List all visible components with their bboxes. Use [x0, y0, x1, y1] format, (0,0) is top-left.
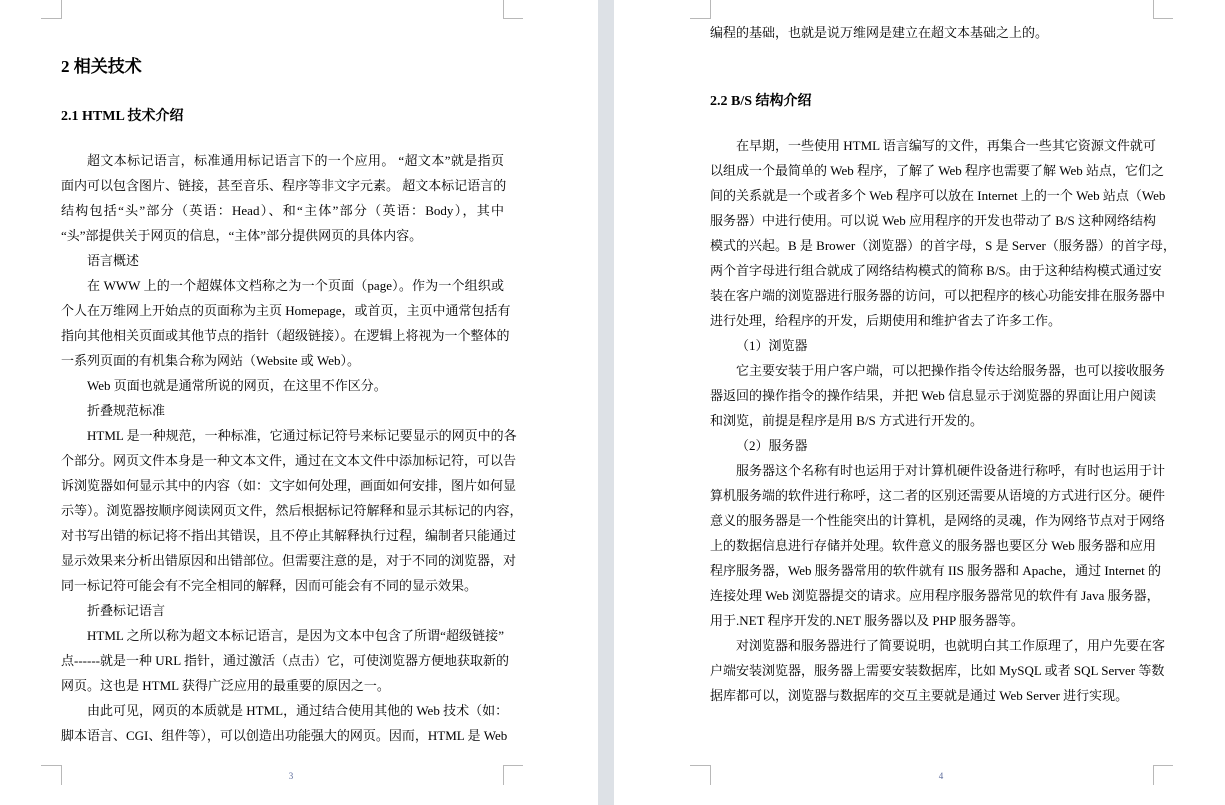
document-page-4[interactable] — [614, 0, 1225, 805]
paragraph — [710, 333, 1153, 358]
text-line: 户端安装浏览器，服务器上需要安装数据库，比如 MySQL 或者 SQL Server 等数 — [710, 663, 1165, 678]
text-line: HTML 是一种规范，一种标准，它通过标记符号来标记要显示的网页中的各 — [87, 428, 517, 443]
corner-mark — [503, 765, 523, 766]
document-page-3[interactable] — [0, 0, 598, 805]
chapter-heading: 2 相关技术 — [61, 57, 142, 76]
paragraph — [61, 598, 504, 623]
corner-mark — [41, 765, 61, 766]
corner-mark — [41, 18, 61, 19]
corner-mark — [61, 765, 62, 785]
corner-mark — [710, 765, 711, 785]
corner-mark — [503, 0, 504, 19]
section-heading: 2.2 B/S 结构介绍 — [710, 94, 812, 109]
text-line: 对书写出错的标记将不指出其错误，且不停止其解释执行过程，编制者只能通过 — [61, 528, 517, 543]
text-line: 显示效果来分析出错原因和出错部位。但需要注意的是，对于不同的浏览器，对 — [61, 553, 517, 568]
text-line: 在早期，一些使用 HTML 语言编写的文件，再集合一些其它资源文件就可 — [736, 138, 1156, 153]
corner-mark — [1153, 765, 1154, 785]
text-line: （2）服务器 — [736, 438, 808, 453]
corner-mark — [503, 18, 523, 19]
text-line: 间的关系就是一个或者多个 Web 程序可以放在 Internet 上的一个 Web 站点（Web — [710, 188, 1166, 203]
text-line: 对浏览器和服务器进行了简要说明，也就明白其工作原理了，用户先要在客 — [736, 638, 1166, 653]
corner-mark — [710, 0, 711, 19]
text-line: 据库都可以，浏览器与数据库的交互主要就是通过 Web Server 进行实现。 — [710, 688, 1129, 703]
text-line: 点------就是一种 URL 指针，通过激活（点击）它，可使浏览器方便地获取新的 — [61, 653, 509, 668]
text-line: 折叠规范标准 — [87, 403, 166, 418]
corner-mark — [690, 765, 710, 766]
paragraph — [710, 433, 1153, 458]
text-line: 意义的服务器是一个性能突出的计算机，是网络的灵魂，作为网络节点对于网络 — [710, 513, 1166, 528]
paragraph — [61, 273, 511, 373]
text-line: （1）浏览器 — [736, 338, 808, 353]
text-line: 同一标记符可能会有不完全相同的解释，因而可能会有不同的显示效果。 — [61, 578, 478, 593]
paragraph — [710, 358, 1166, 433]
paragraph — [710, 633, 1166, 708]
text-line: 服务器）中进行使用。可以说 Web 应用程序的开发也带动了 B/S 这种网络结构 — [710, 213, 1157, 228]
text-line: 装在客户端的浏览器进行服务器的访问，可以把程序的核心功能安排在服务器中 — [710, 288, 1166, 303]
text-line: 程序服务器，Web 服务器常用的软件就有 IIS 服务器和 Apache，通过 Internet 的 — [710, 563, 1162, 578]
paragraph — [710, 133, 1176, 333]
text-line: 个部分。网页文件本身是一种文本文件，通过在文本文件中添加标记符，可以告 — [61, 453, 517, 468]
page-gap — [598, 0, 614, 805]
text-line: HTML 之所以称为超文本标记语言，是因为文本中包含了所谓“超级链接” — [87, 628, 504, 643]
text-line: “头”部提供关于网页的信息，“主体”部分提供网页的具体内容。 — [61, 228, 423, 243]
text-line: 连接处理 Web 浏览器提交的请求。应用程序服务器常见的软件有 Java 服务器， — [710, 588, 1160, 603]
text-line: 编程的基础，也就是说万维网是建立在超文本基础之上的。 — [710, 25, 1049, 40]
text-line: 以组成一个最简单的 Web 程序，了解了 Web 程序也需要了解 Web 站点，它们之 — [710, 163, 1164, 178]
paragraph — [61, 398, 504, 423]
corner-mark — [503, 765, 504, 785]
paragraph — [710, 458, 1166, 633]
corner-mark — [1153, 18, 1173, 19]
text-line: 诉浏览器如何显示其中的内容（如：文字如何处理，画面如何安排，图片如何显 — [61, 478, 517, 493]
section-heading: 2.1 HTML 技术介绍 — [61, 109, 184, 124]
paragraph — [710, 20, 1153, 45]
corner-mark — [690, 18, 710, 19]
text-line: 由此可见，网页的本质就是 HTML，通过结合使用其他的 Web 技术（如： — [87, 703, 509, 718]
page-number: 4 — [938, 771, 944, 781]
text-line: 个人在万维网上开始点的页面称为主页 Homepage，或首页，主页中通常包括有 — [61, 303, 511, 318]
text-line: 结构包括“头”部分（英语：Head）、和“主体”部分（英语：Body），其中 — [61, 203, 504, 218]
text-line: 服务器这个名称有时也运用于对计算机硬件设备进行称呼，有时也运用于计 — [736, 463, 1166, 478]
text-line: 模式的兴起。B 是 Brower（浏览器）的首字母，S 是 Server（服务器）的首字母， — [710, 238, 1176, 253]
text-line: 用于.NET 程序开发的.NET 服务器以及 PHP 服务器等。 — [710, 613, 1024, 628]
text-line: 器返回的操作指令的操作结果，并把 Web 信息显示于浏览器的界面让用户阅读 — [710, 388, 1156, 403]
text-line: 网页。这也是 HTML 获得广泛应用的最重要的原因之一。 — [61, 678, 390, 693]
paragraph — [61, 248, 504, 273]
text-line: 超文本标记语言，标准通用标记语言下的一个应用。 “超文本”就是指页 — [87, 153, 504, 168]
text-line: 两个首字母进行组合就成了网络结构模式的简称 B/S。由于这种结构模式通过安 — [710, 263, 1162, 278]
corner-mark — [1153, 765, 1173, 766]
page-number: 3 — [288, 771, 294, 781]
text-line: 和浏览，前提是程序是用 B/S 方式进行开发的。 — [710, 413, 984, 428]
corner-mark — [1153, 0, 1154, 19]
paragraph — [61, 373, 504, 398]
text-line: 进行处理，给程序的开发，后期使用和维护省去了许多工作。 — [710, 313, 1062, 328]
paragraph — [61, 423, 523, 598]
text-line: 在 WWW 上的一个超媒体文档称之为一个页面（page）。作为一个组织或 — [87, 278, 504, 293]
text-line: 脚本语言、CGI、组件等），可以创造出功能强大的网页。因而，HTML 是 Web — [61, 728, 508, 743]
text-line: 指向其他相关页面或其他节点的指针（超级链接）。在逻辑上将视为一个整体的 — [61, 328, 510, 343]
text-line: 一系列页面的有机集合称为网站（Website 或 Web）。 — [61, 353, 361, 368]
text-line: 面内可以包含图片、链接，甚至音乐、程序等非文字元素。 超文本标记语言的 — [61, 178, 507, 193]
text-line: 上的数据信息进行存储并处理。软件意义的服务器也要区分 Web 服务器和应用 — [710, 538, 1156, 553]
page-body — [710, 20, 1176, 708]
page-body — [61, 52, 523, 748]
corner-mark — [61, 0, 62, 19]
paragraph — [61, 623, 509, 698]
text-line: 语言概述 — [87, 253, 140, 268]
text-line: 它主要安装于用户客户端，可以把操作指令传达给服务器，也可以接收服务 — [736, 363, 1166, 378]
text-line: 算机服务端的软件进行称呼，这二者的区别还需要从语境的方式进行区分。硬件 — [710, 488, 1166, 503]
text-line: 折叠标记语言 — [87, 603, 166, 618]
paragraph — [61, 148, 507, 248]
paragraph — [61, 698, 509, 748]
text-line: Web 页面也就是通常所说的网页，在这里不作区分。 — [87, 378, 387, 393]
text-line: 示等）。浏览器按顺序阅读网页文件，然后根据标记符解释和显示其标记的内容， — [61, 503, 523, 518]
